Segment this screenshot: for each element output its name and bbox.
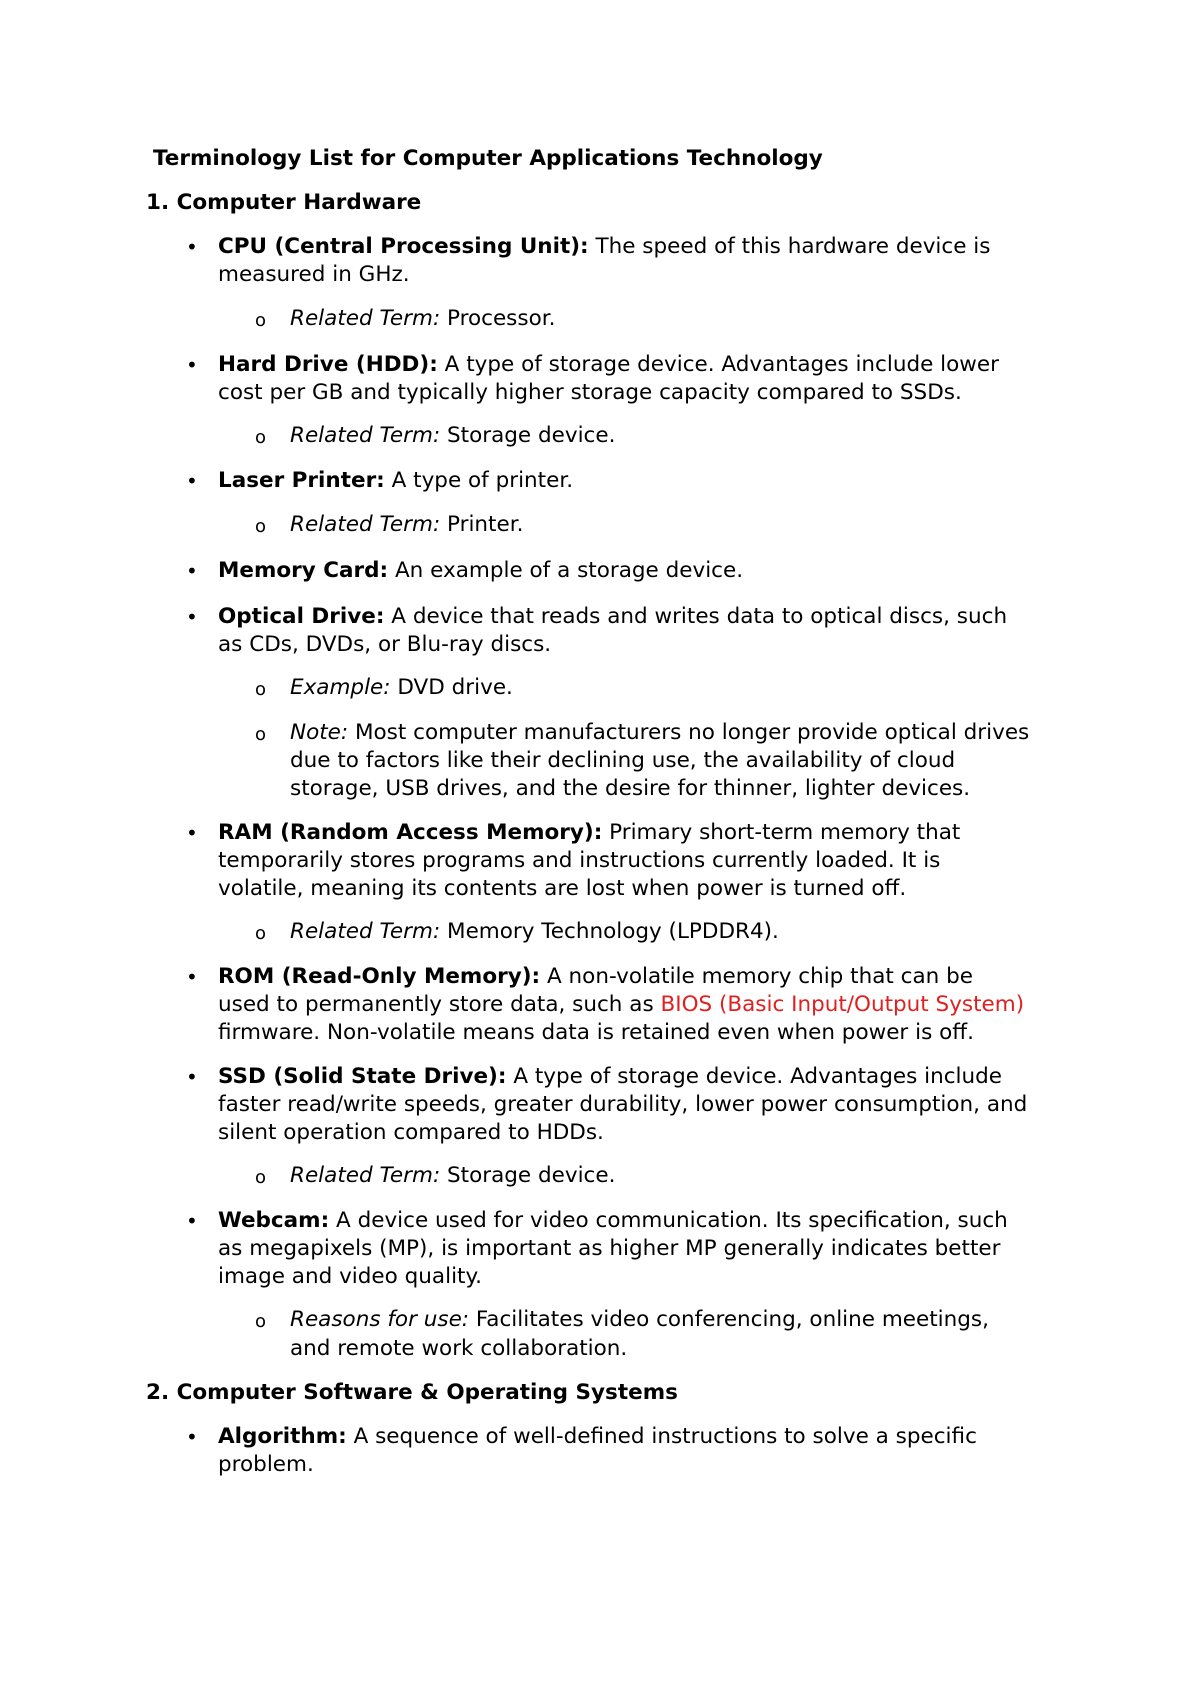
term-description: A type of printer. <box>384 468 574 493</box>
term-description: A type of storage device. Advantages include lower <box>437 352 999 377</box>
term-label: Webcam: <box>218 1208 330 1233</box>
bullet-icon: • <box>186 1209 198 1233</box>
term-description-cont <box>218 994 1024 1016</box>
related-term-label: Related Term: <box>290 306 441 331</box>
bullet-icon: • <box>186 235 198 259</box>
related-term-label: Related Term: <box>290 1163 441 1188</box>
note-optical <box>290 722 1029 744</box>
bullet-icon: • <box>186 1425 198 1449</box>
term-description: A sequence of well-defined instructions to solve a specific <box>346 1424 977 1449</box>
bullet-icon: • <box>186 353 198 377</box>
term-algorithm <box>218 1426 977 1448</box>
sub-bullet-icon: o <box>255 1311 267 1332</box>
term-label: CPU (Central Processing Unit): <box>218 234 589 259</box>
term-description-cont: as CDs, DVDs, or Blu-ray discs. <box>218 632 552 657</box>
term-label: Laser Printer: <box>218 468 385 493</box>
term-description: The speed of this hardware device is <box>588 234 991 259</box>
reasons-text-cont: and remote work collaboration. <box>290 1336 628 1361</box>
related-term-label: Related Term: <box>290 423 441 448</box>
term-label: Memory Card: <box>218 558 389 583</box>
term-label: Optical Drive: <box>218 604 385 629</box>
related-term-value: Printer. <box>440 512 524 537</box>
bullet-icon: • <box>186 559 198 583</box>
note-text: Most computer manufacturers no longer provide optical drives <box>348 720 1030 745</box>
term-laser-printer <box>218 470 573 492</box>
page-title: Terminology List for Computer Applications Technology <box>153 146 823 171</box>
term-label: SSD (Solid State Drive): <box>218 1064 507 1089</box>
term-label: RAM (Random Access Memory): <box>218 820 603 845</box>
sub-bullet-icon: o <box>255 427 267 448</box>
related-term-value: Storage device. <box>440 423 616 448</box>
section-heading-hardware: 1. Computer Hardware <box>146 190 422 215</box>
related-term-value: Storage device. <box>440 1163 616 1188</box>
term-description-text: used to permanently store data, such as <box>218 992 661 1017</box>
term-description: A device used for video communication. Its specification, such <box>329 1208 1008 1233</box>
related-term-hdd <box>290 425 615 447</box>
term-label: ROM (Read-Only Memory): <box>218 964 541 989</box>
bullet-icon: • <box>186 605 198 629</box>
reasons-webcam <box>290 1309 989 1331</box>
related-term-value: Processor. <box>440 306 556 331</box>
sub-bullet-icon: o <box>255 923 267 944</box>
term-description: A device that reads and writes data to optical discs, such <box>384 604 1008 629</box>
sub-bullet-icon: o <box>255 724 267 745</box>
note-text-cont: due to factors like their declining use, the availability of cloud <box>290 748 956 773</box>
term-description-cont: volatile, meaning its contents are lost when power is turned off. <box>218 876 907 901</box>
term-description: A type of storage device. Advantages include <box>506 1064 1003 1089</box>
term-rom <box>218 966 973 988</box>
term-optical-drive <box>218 606 1007 628</box>
reasons-label: Reasons for use: <box>290 1307 470 1332</box>
bullet-icon: • <box>186 469 198 493</box>
term-description-cont: image and video quality. <box>218 1264 482 1289</box>
related-term-label: Related Term: <box>290 919 441 944</box>
term-description-cont: faster read/write speeds, greater durability, lower power consumption, and <box>218 1092 1028 1117</box>
term-description-cont: temporarily stores programs and instructions currently loaded. It is <box>218 848 941 873</box>
term-webcam <box>218 1210 1008 1232</box>
related-term-ssd <box>290 1165 615 1187</box>
term-description-cont: problem. <box>218 1452 314 1477</box>
term-description: A non-volatile memory chip that can be <box>540 964 973 989</box>
term-hdd <box>218 354 999 376</box>
term-description-cont: cost per GB and typically higher storage capacity compared to SSDs. <box>218 380 962 405</box>
sub-bullet-icon: o <box>255 516 267 537</box>
sub-bullet-icon: o <box>255 310 267 331</box>
reasons-text: Facilitates video conferencing, online meetings, <box>469 1307 989 1332</box>
related-term-label: Related Term: <box>290 512 441 537</box>
term-description: Primary short-term memory that <box>602 820 961 845</box>
example-label: Example: <box>290 675 391 700</box>
term-description-cont: firmware. Non-volatile means data is retained even when power is off. <box>218 1020 974 1045</box>
bullet-icon: • <box>186 965 198 989</box>
related-term-cpu <box>290 308 555 330</box>
example-value: DVD drive. <box>390 675 513 700</box>
sub-bullet-icon: o <box>255 679 267 700</box>
term-description: An example of a storage device. <box>388 558 744 583</box>
sub-bullet-icon: o <box>255 1167 267 1188</box>
term-ram <box>218 822 960 844</box>
note-label: Note: <box>290 720 349 745</box>
related-term-ram <box>290 921 779 943</box>
highlighted-term: BIOS (Basic Input/Output System) <box>660 992 1025 1017</box>
note-text-cont: storage, USB drives, and the desire for thinner, lighter devices. <box>290 776 971 801</box>
example-optical <box>290 677 513 699</box>
term-label: Hard Drive (HDD): <box>218 352 438 377</box>
term-label: Algorithm: <box>218 1424 347 1449</box>
section-heading-software: 2. Computer Software & Operating Systems <box>146 1380 678 1405</box>
bullet-icon: • <box>186 1065 198 1089</box>
term-description-cont: as megapixels (MP), is important as higher MP generally indicates better <box>218 1236 1001 1261</box>
related-term-value: Memory Technology (LPDDR4). <box>440 919 779 944</box>
term-ssd <box>218 1066 1002 1088</box>
term-cpu <box>218 236 990 258</box>
term-description-cont: silent operation compared to HDDs. <box>218 1120 604 1145</box>
related-term-laser <box>290 514 523 536</box>
bullet-icon: • <box>186 821 198 845</box>
term-memory-card <box>218 560 743 582</box>
term-description-cont: measured in GHz. <box>218 262 410 287</box>
